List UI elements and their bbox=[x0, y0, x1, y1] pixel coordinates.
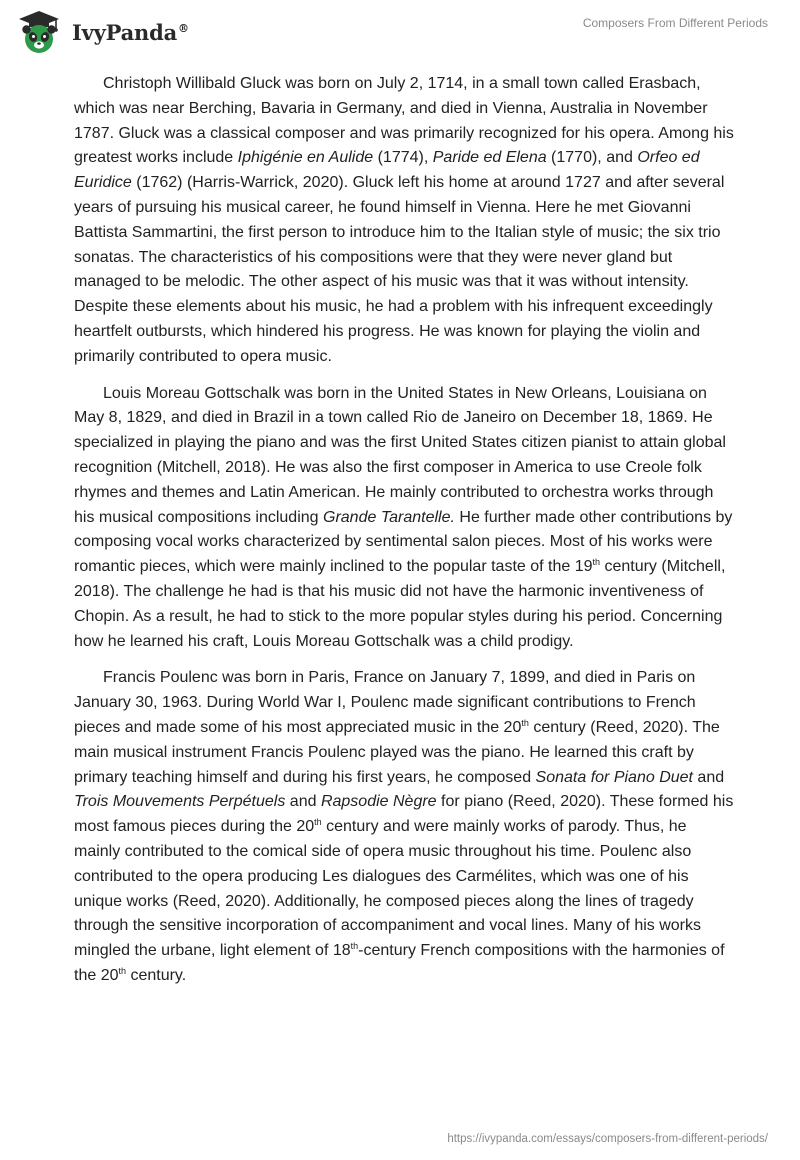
registered-mark: ® bbox=[178, 21, 189, 35]
paragraph-gottschalk: Louis Moreau Gottschalk was born in the United States in New Orleans, Louisiana on May 8, 1829, and died in Brazil in a town called Rio de Janeiro on December 18, 1869. He specialized in playing the piano and was the first United States citizen pianist to attain global recognition (Mitchell, 2018). He was also the first composer in America to use Creole folk rhymes and themes and Latin American. He mainly contributed to orchestra works through his musical compositions including Grande Tarantelle. He further made other contributions by composing vocal works characterized by sentimental salon pieces. Most of his works were romantic pieces, which were mainly inclined to the popular taste of the 19th century (Mitchell, 2018). The challenge he had is that his music did not have the harmonic inventiveness of Chopin. As a result, he had to stick to the more popular styles during his period. Concerning how he learned his craft, Louis Moreau Gottschalk was a child prodigy. bbox=[74, 384, 733, 650]
work-title: Trois Mouvements Perpétuels bbox=[74, 793, 286, 811]
work-title: Grande Tarantelle. bbox=[323, 508, 455, 526]
work-title: Sonata for Piano Duet bbox=[535, 768, 693, 786]
work-title: Orfeo ed Euridice bbox=[74, 149, 700, 192]
work-title: Rapsodie Nègre bbox=[320, 793, 437, 811]
ordinal-suffix: th bbox=[521, 717, 529, 728]
work-title: Paride ed Elena bbox=[432, 149, 547, 167]
ordinal-suffix: th bbox=[592, 557, 601, 568]
ordinal-suffix: th bbox=[314, 817, 322, 828]
page-header bbox=[0, 0, 800, 70]
ordinal-suffix: th bbox=[350, 941, 359, 952]
source-url[interactable]: https://ivypanda.com/essays/composers-from-different-periods/ bbox=[447, 1133, 768, 1145]
paragraph-gluck: Christoph Willibald Gluck was born on July 2, 1714, in a small town called Erasbach, which was near Berching, Bavaria in Germany, and died in Vienna, Australia in November 1787. Gluck was a classical composer and was primarily recognized for his opera. Among his greatest works include Iphigénie en Aulide (1774), Paride ed Elena (1770), and Orfeo ed Euridice (1762) (Harris-Warrick, 2020). Gluck left his home at around 1727 and after several years of pursuing his musical career, he found himself in Vienna. Here he met Giovanni Battista Sammartini, the first person to introduce him to the Italian style of music; the six trio sonatas. The characteristics of his compositions were that they were never gland but managed to be melodic. The other aspect of his music was that it was without intensity. Despite these elements about his music, he had a problem with his infrequent exceedingly heartfelt outbursts, which hindered his progress. He was known for playing the violin and primarily contributed to opera music. bbox=[74, 75, 734, 365]
panda-graduate-icon bbox=[14, 8, 64, 58]
paragraph-poulenc: Francis Poulenc was born in Paris, France on January 7, 1899, and died in Paris on January 30, 1963. During World War I, Poulenc made significant contributions to French pieces and made some of his most appreciated music in the 20th century (Reed, 2020). The main musical instrument Francis Poulenc played was the piano. He learned this craft by primary teaching himself and during his first years, he composed Sonata for Piano Duet and Trois Mouvements Perpétuels and Rapsodie Nègre for piano (Reed, 2020). These formed his most famous pieces during the 20th century and were mainly works of parody. Thus, he mainly contributed to the comical side of opera music throughout his time. Poulenc also contributed to the opera producing Les dialogues des Carmélites, which was one of his unique works (Reed, 2020). Additionally, he composed pieces along the lines of tragedy through the sensitive incorporation of accompaniment and vocal lines. Many of his works mingled the urbane, light element of 18th-century French compositions with the harmonies of the 20th century. bbox=[74, 669, 734, 984]
logo-wordmark: IvyPanda® bbox=[72, 19, 189, 45]
work-title: Iphigénie en Aulide bbox=[237, 149, 374, 167]
ordinal-suffix: th bbox=[118, 965, 126, 976]
ivypanda-logo[interactable] bbox=[14, 8, 189, 58]
document-title: Composers From Different Periods bbox=[582, 16, 768, 30]
essay-body bbox=[74, 72, 734, 1001]
